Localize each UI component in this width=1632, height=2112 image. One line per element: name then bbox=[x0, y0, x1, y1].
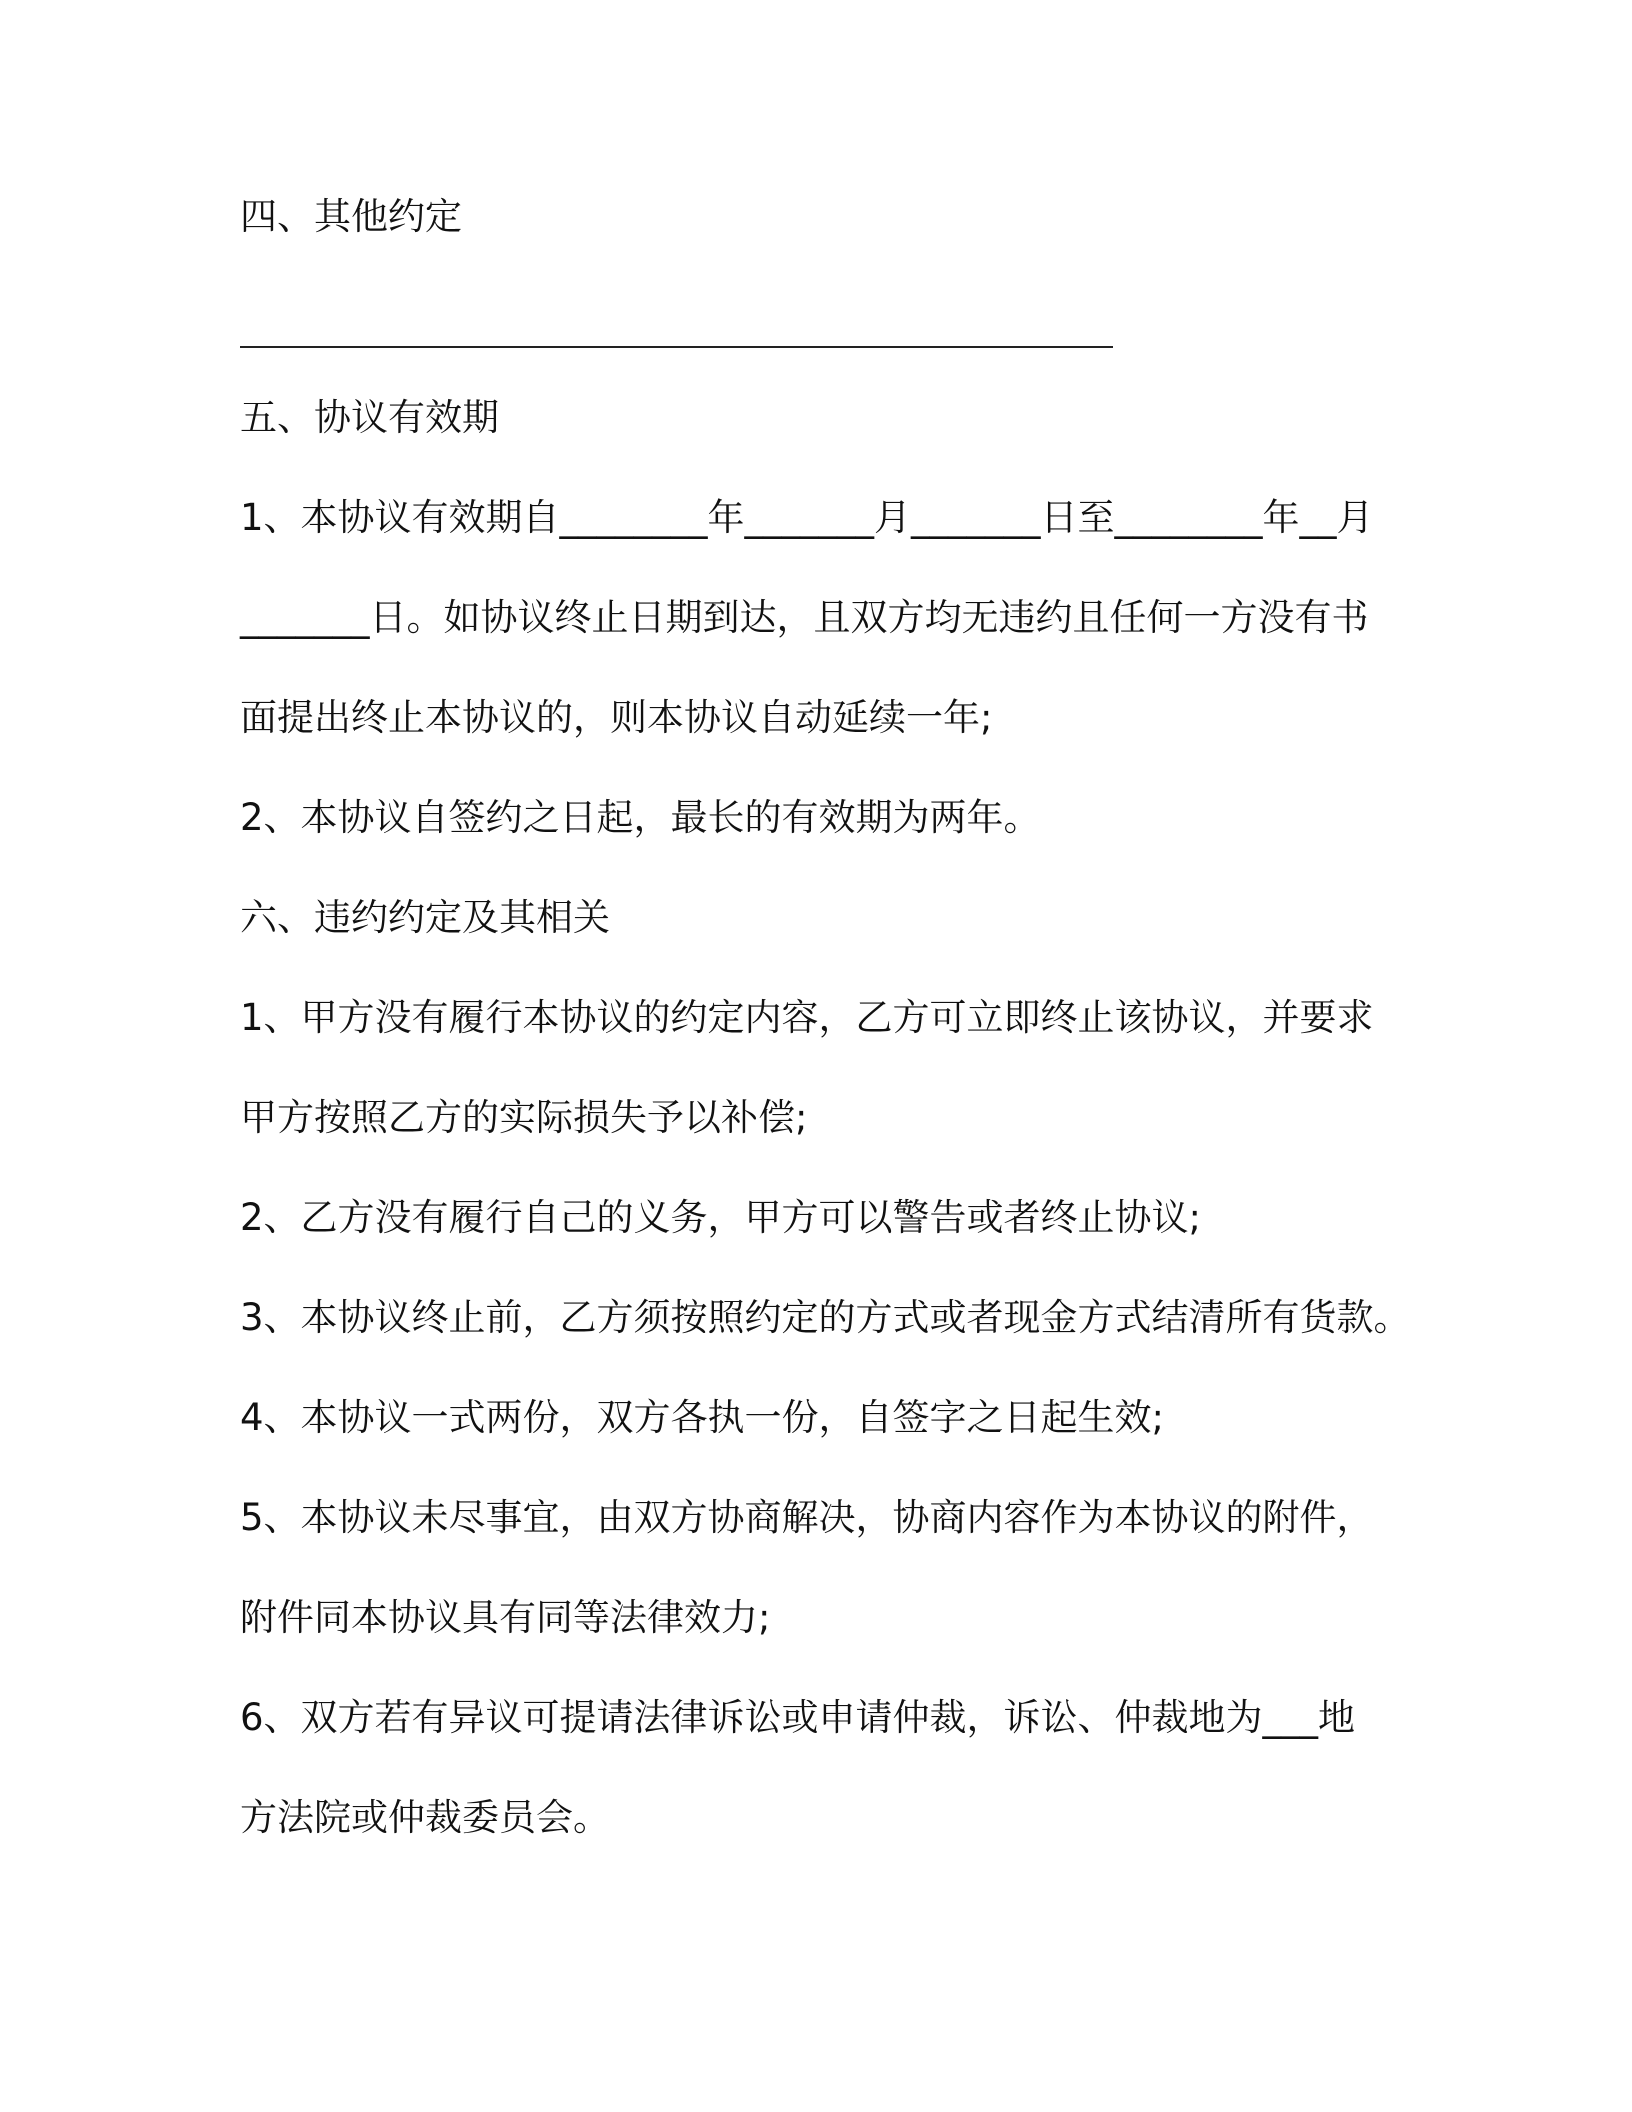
clause-breach-1-line-2: 甲方按照乙方的实际损失予以补偿; bbox=[240, 1096, 808, 1139]
clause-breach-5-line-2: 附件同本协议具有同等法律效力; bbox=[240, 1596, 771, 1639]
clause-validity-1-line-2: _______日。如协议终止日期到达，且双方均无违约且任何一方没有书 bbox=[240, 596, 1369, 639]
section-heading-other-agreements: 四、其他约定 bbox=[240, 195, 462, 238]
clause-validity-2: 2、本协议自签约之日起，最长的有效期为两年。 bbox=[240, 796, 1041, 839]
clause-validity-1-line-3: 面提出终止本协议的，则本协议自动延续一年; bbox=[240, 696, 993, 739]
clause-breach-4: 4、本协议一式两份，双方各执一份，自签字之日起生效; bbox=[240, 1396, 1165, 1439]
clause-breach-2: 2、乙方没有履行自己的义务，甲方可以警告或者终止协议; bbox=[240, 1196, 1202, 1239]
clause-breach-1-line-1: 1、甲方没有履行本协议的约定内容，乙方可立即终止该协议，并要求 bbox=[240, 996, 1374, 1039]
clause-breach-5-line-1: 5、本协议未尽事宜，由双方协商解决，协商内容作为本协议的附件， bbox=[240, 1496, 1374, 1539]
clause-breach-6-line-2: 方法院或仲裁委员会。 bbox=[240, 1796, 610, 1839]
section-heading-breach: 六、违约约定及其相关 bbox=[240, 896, 610, 939]
blank-fill-line bbox=[240, 346, 1113, 348]
section-heading-validity-period: 五、协议有效期 bbox=[240, 396, 499, 439]
clause-breach-3: 3、本协议终止前，乙方须按照约定的方式或者现金方式结清所有货款。 bbox=[240, 1296, 1411, 1339]
clause-validity-1-line-1: 1、本协议有效期自________年_______月_______日至________年__月 bbox=[240, 496, 1374, 539]
clause-breach-6-line-1: 6、双方若有异议可提请法律诉讼或申请仲裁，诉讼、仲裁地为___地 bbox=[240, 1696, 1356, 1739]
